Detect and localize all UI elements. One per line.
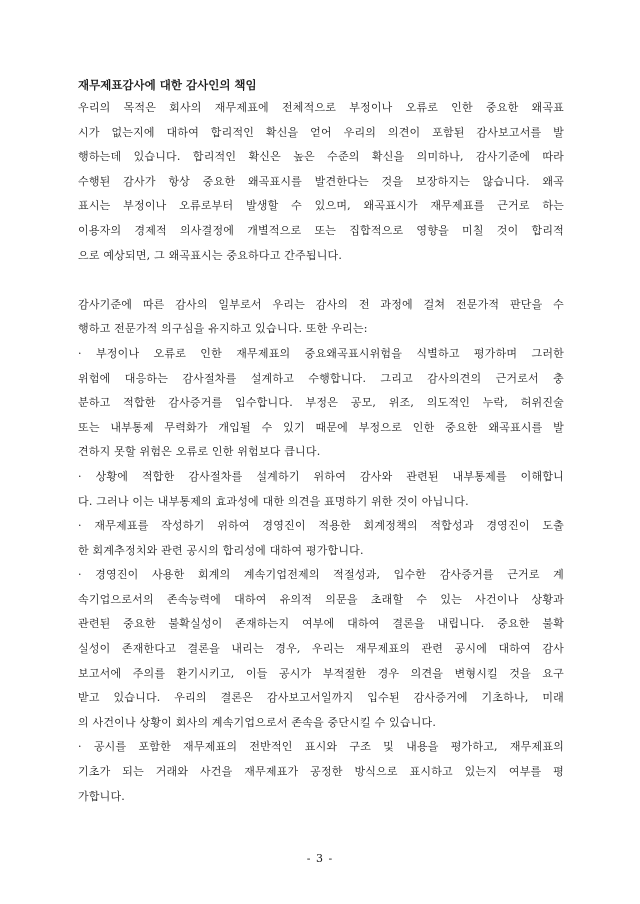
document-body [78, 74, 564, 809]
text-line: 견하지 못할 위험은 오류로 인한 위험보다 큽니다. [78, 445, 321, 459]
text-line: · 경영진이 사용한 회계의 계속기업전제의 적절성과, 입수한 감사증거를 근거로 계 [78, 568, 564, 582]
bullet-item-internal-control [78, 465, 564, 514]
text-line: 또는 내부통제 무력화가 개입될 수 있기 때문에 부정으로 인한 중요한 왜곡표시를 발 [78, 420, 564, 434]
paragraph-gap [78, 268, 564, 293]
text-line: 으로 예상되면, 그 왜곡표시는 중요하다고 간주됩니다. [78, 248, 343, 262]
text-line: 실성이 존재한다고 결론을 내리는 경우, 우리는 재무제표의 관련 공시에 대하여 감사 [78, 642, 564, 656]
text-line: 속기업으로서의 존속능력에 대하여 유의적 의문을 초래할 수 있는 사건이나 상황과 [78, 592, 564, 606]
bullet-item-overall-presentation [78, 735, 564, 809]
text-line: 수행된 감사가 항상 중요한 왜곡표시를 발견한다는 것을 보장하지는 않습니다. 왜곡 [78, 174, 564, 188]
bullet-item-fraud-risk [78, 342, 564, 465]
text-line: 분하고 적합한 감사증거를 입수합니다. 부정은 공모, 위조, 의도적인 누락, 허위진술 [78, 396, 564, 410]
text-line: 행하는데 있습니다. 합리적인 확신은 높은 수준의 확신을 의미하나, 감사기준에 따라 [78, 150, 564, 164]
page-number: - 3 - [306, 852, 334, 865]
paragraph-professional-judgment [78, 293, 564, 342]
paragraph-auditor-objective [78, 96, 564, 268]
text-line: 한 회계추정치와 관련 공시의 합리성에 대하여 평가합니다. [78, 543, 364, 557]
text-line: 기초가 되는 거래와 사건을 재무제표가 공정한 방식으로 표시하고 있는지 여부를 평 [78, 765, 564, 779]
text-line: 행하고 전문가적 의구심을 유지하고 있습니다. 또한 우리는: [78, 322, 368, 336]
text-line: 가합니다. [78, 789, 126, 803]
text-line: 표시는 부정이나 오류로부터 발생할 수 있으며, 왜곡표시가 재무제표를 근거로 하는 [78, 199, 564, 213]
text-line: 관련된 중요한 불확실성이 존재하는지 여부에 대하여 결론을 내립니다. 중요한 불확 [78, 617, 564, 631]
text-line: 다. 그러나 이는 내부통제의 효과성에 대한 의견을 표명하기 위한 것이 아닙니다. [78, 494, 469, 508]
text-line: · 공시를 포함한 재무제표의 전반적인 표시와 구조 및 내용을 평가하고, 재무제표의 [78, 740, 564, 754]
bullet-item-accounting-policies [78, 514, 564, 563]
text-line: 보고서에 주의를 환기시키고, 이들 공시가 부적절한 경우 의견을 변형시킬 것을 요구 [78, 666, 564, 680]
text-line: 이용자의 경제적 의사결정에 개별적으로 또는 집합적으로 영향을 미칠 것이 합리적 [78, 223, 564, 237]
text-line: 위험에 대응하는 감사절차를 설계하고 수행합니다. 그리고 감사의견의 근거로서 충 [78, 371, 564, 385]
text-line: 우리의 목적은 회사의 재무제표에 전체적으로 부정이나 오류로 인한 중요한 왜곡표 [78, 101, 564, 114]
section-heading: 재무제표감사에 대한 감사인의 책임 [78, 78, 257, 92]
bullet-item-going-concern [78, 563, 564, 735]
text-line: 시가 없는지에 대하여 합리적인 확신을 얻어 우리의 의견이 포함된 감사보고서를 발 [78, 125, 564, 139]
text-line: · 상황에 적합한 감사절차를 설계하기 위하여 감사와 관련된 내부통제를 이해합니 [78, 469, 564, 483]
text-line: · 부정이나 오류로 인한 재무제표의 중요왜곡표시위험을 식별하고 평가하며 그러한 [78, 346, 564, 360]
text-line: · 재무제표를 작성하기 위하여 경영진이 적용한 회계정책의 적합성과 경영진이 도출 [78, 519, 564, 533]
text-line: 의 사건이나 상황이 회사의 계속기업으로서 존속을 중단시킬 수 있습니다. [78, 715, 437, 729]
text-line: 감사기준에 따른 감사의 일부로서 우리는 감사의 전 과정에 걸쳐 전문가적 판단을 수 [78, 297, 564, 311]
text-line: 받고 있습니다. 우리의 결론은 감사보고서일까지 입수된 감사증거에 기초하나, 미래 [78, 691, 564, 705]
